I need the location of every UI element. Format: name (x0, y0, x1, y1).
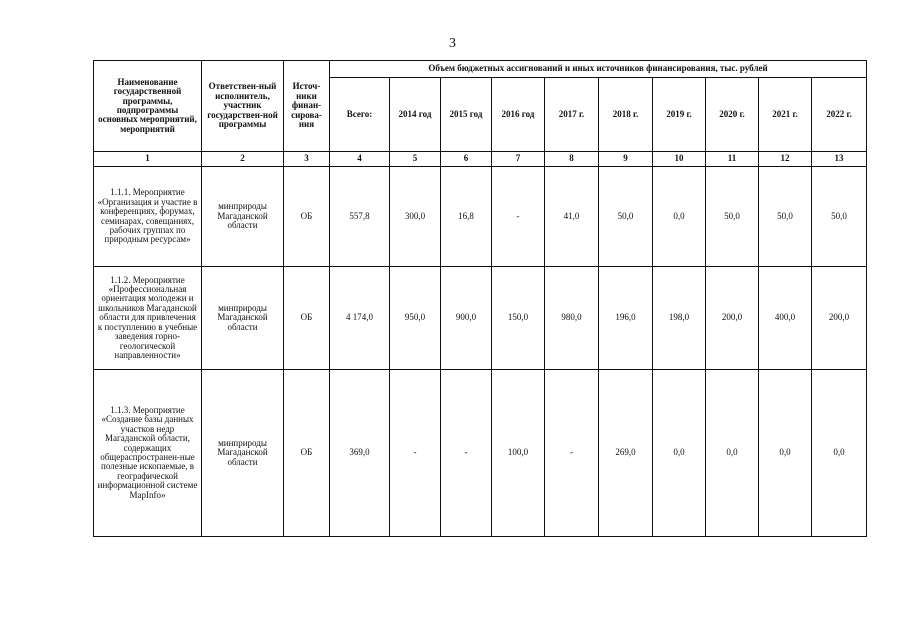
column-number: 12 (759, 152, 812, 167)
header-year-2017: 2017 г. (545, 78, 599, 152)
header-year-2019: 2019 г. (653, 78, 706, 152)
value-2017: 980,0 (545, 267, 599, 370)
value-2015: 16,8 (441, 167, 492, 267)
value-2019: 198,0 (653, 267, 706, 370)
column-number: 5 (390, 152, 441, 167)
executor-cell: минприроды Магаданской области (202, 267, 284, 370)
header-year-2018: 2018 г. (599, 78, 653, 152)
header-year-2020: 2020 г. (706, 78, 759, 152)
activity-name: 1.1.2. Мероприятие «Профессиональная ориентация молодежи и школьников Магаданской области для привлечения к поступлению в учебные заведения горно-геологической направленности» (94, 267, 202, 370)
column-number: 8 (545, 152, 599, 167)
column-number: 1 (94, 152, 202, 167)
header-year-2021: 2021 г. (759, 78, 812, 152)
value-2019: 0,0 (653, 167, 706, 267)
column-number: 4 (330, 152, 390, 167)
value-2015: - (441, 370, 492, 537)
column-number: 7 (492, 152, 545, 167)
value-2022: 50,0 (812, 167, 867, 267)
source-cell: ОБ (284, 267, 330, 370)
value-2020: 200,0 (706, 267, 759, 370)
column-number: 3 (284, 152, 330, 167)
value-2016: 100,0 (492, 370, 545, 537)
executor-cell: минприроды Магаданской области (202, 370, 284, 537)
activity-name: 1.1.1. Мероприятие «Организация и участие в конференциях, форумах, семинарах, совещаниях, рабочих группах по природным ресурсам» (94, 167, 202, 267)
value-2014: 950,0 (390, 267, 441, 370)
column-number: 10 (653, 152, 706, 167)
column-number: 2 (202, 152, 284, 167)
table-row (94, 167, 867, 267)
header-year-2015: 2015 год (441, 78, 492, 152)
value-2018: 269,0 (599, 370, 653, 537)
value-2021: 50,0 (759, 167, 812, 267)
column-number: 6 (441, 152, 492, 167)
value-total: 557,8 (330, 167, 390, 267)
header-year-total: Всего: (330, 78, 390, 152)
value-2014: 300,0 (390, 167, 441, 267)
value-2016: - (492, 167, 545, 267)
header-year-2022: 2022 г. (812, 78, 867, 152)
value-2022: 0,0 (812, 370, 867, 537)
value-2018: 196,0 (599, 267, 653, 370)
value-2014: - (390, 370, 441, 537)
header-source: Источ-ники финан-сирова-ния (284, 61, 330, 152)
header-executor: Ответствен-ный исполнитель, участник государствен-ной программы (202, 61, 284, 152)
value-2017: - (545, 370, 599, 537)
value-2021: 400,0 (759, 267, 812, 370)
header-year-2016: 2016 год (492, 78, 545, 152)
value-total: 4 174,0 (330, 267, 390, 370)
header-year-2014: 2014 год (390, 78, 441, 152)
column-number: 9 (599, 152, 653, 167)
table-row (94, 370, 867, 537)
header-funding-group: Объем бюджетных ассигнований и иных источников финансирования, тыс. рублей (330, 61, 867, 78)
value-2019: 0,0 (653, 370, 706, 537)
budget-table (93, 60, 867, 537)
source-cell: ОБ (284, 370, 330, 537)
value-total: 369,0 (330, 370, 390, 537)
page-number: 3 (449, 36, 456, 51)
source-cell: ОБ (284, 167, 330, 267)
value-2022: 200,0 (812, 267, 867, 370)
value-2021: 0,0 (759, 370, 812, 537)
column-number-row (94, 152, 867, 167)
activity-name: 1.1.3. Мероприятие «Создание базы данных участков недр Магаданской области, содержащих общераспространен-ные полезные ископаемые, в географической информационной системе MapInfo» (94, 370, 202, 537)
column-number: 11 (706, 152, 759, 167)
executor-cell: минприроды Магаданской области (202, 167, 284, 267)
value-2020: 50,0 (706, 167, 759, 267)
value-2017: 41,0 (545, 167, 599, 267)
table-row (94, 267, 867, 370)
value-2018: 50,0 (599, 167, 653, 267)
value-2020: 0,0 (706, 370, 759, 537)
value-2016: 150,0 (492, 267, 545, 370)
header-name: Наименование государственной программы, подпрограммы основных мероприятий, мероприятий (94, 61, 202, 152)
value-2015: 900,0 (441, 267, 492, 370)
column-number: 13 (812, 152, 867, 167)
